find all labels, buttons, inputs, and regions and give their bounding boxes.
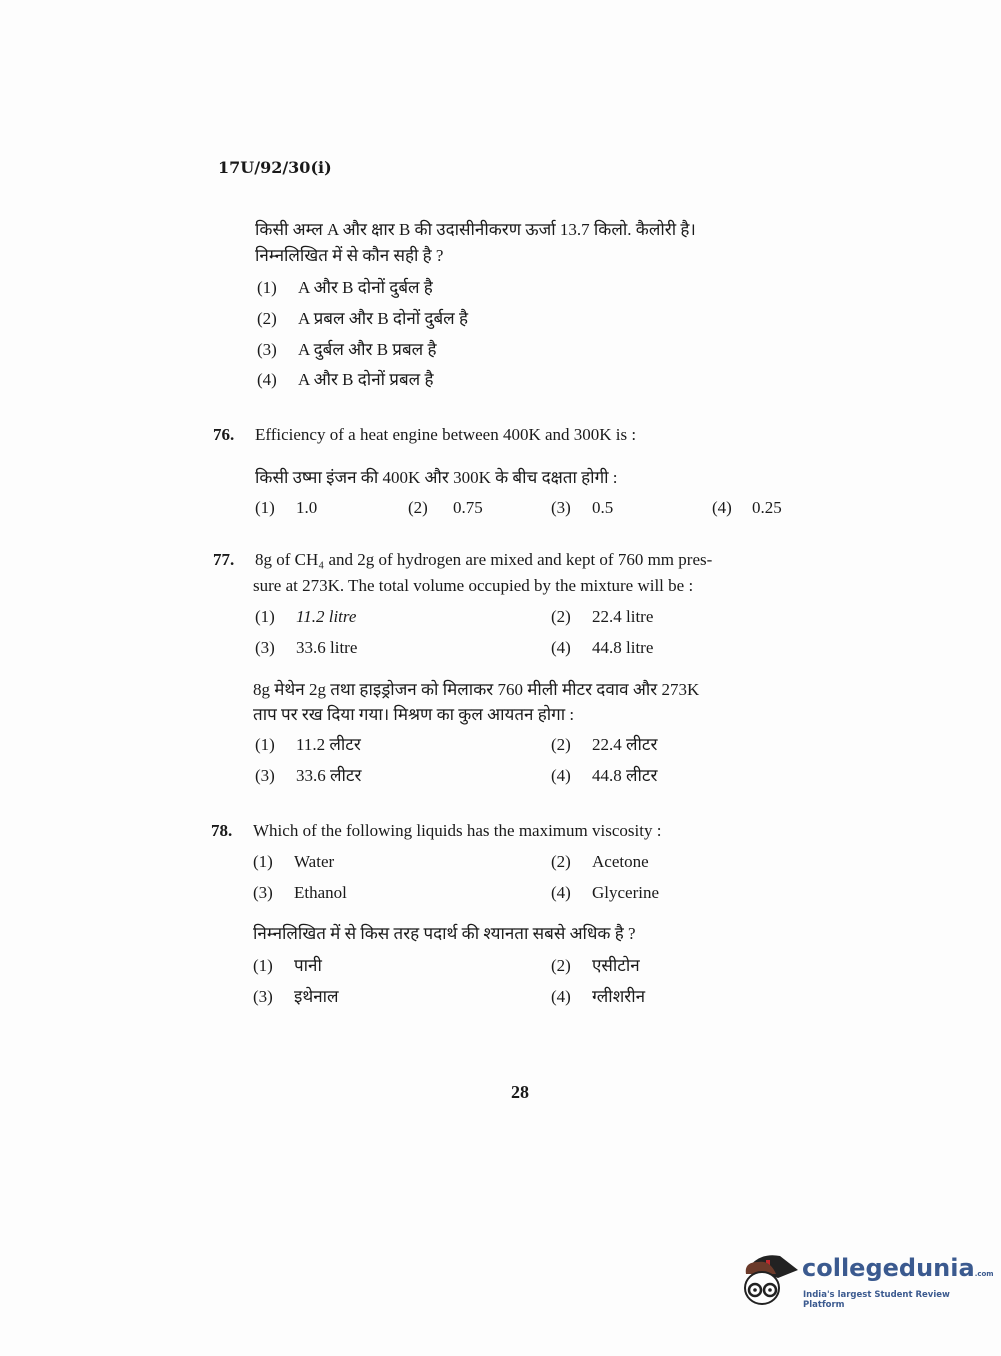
option-number: (2) xyxy=(408,498,428,517)
question-hindi: 8g मेथेन 2g तथा हाइड्रोजन को मिलाकर 760 मीली मीटर दवाव और 273K xyxy=(253,680,700,699)
option-number: (2) xyxy=(551,607,571,626)
paper-code: 17U/92/30(i) xyxy=(218,158,332,177)
option-text: 0.5 xyxy=(592,498,614,517)
q75-hindi-line: किसी अम्ल A और क्षार B की उदासीनीकरण ऊर्जा 13.7 किलो. कैलोरी है। xyxy=(255,220,696,239)
question-text: sure at 273K. The total volume occupied by the mixture will be : xyxy=(253,576,694,595)
option-number: (1) xyxy=(255,607,275,626)
question-text: Efficiency of a heat engine between 400K and 300K is : xyxy=(255,425,637,444)
mascot-icon xyxy=(740,1248,800,1314)
q75-hindi-line: निम्नलिखित में से कौन सही है ? xyxy=(255,246,444,265)
question-hindi: निम्नलिखित में से किस तरह पदार्थ की श्यानता सबसे अधिक है ? xyxy=(253,924,636,943)
option-text: Water xyxy=(294,852,335,871)
brand-suffix: .com xyxy=(974,1270,994,1278)
option-number: (3) xyxy=(253,883,273,902)
option-number: (4) xyxy=(551,883,571,902)
option-number: (3) xyxy=(253,987,273,1006)
option-number: (4) xyxy=(257,370,277,389)
option-number: (1) xyxy=(253,956,273,975)
brand-name: collegedunia xyxy=(802,1254,975,1282)
option-text: 44.8 लीटर xyxy=(592,766,658,785)
option-number: (2) xyxy=(551,735,571,754)
option-text: ग्लीशरीन xyxy=(592,987,646,1006)
option-text: 33.6 litre xyxy=(296,638,358,657)
option-text: Ethanol xyxy=(294,883,347,902)
option-text: 44.8 litre xyxy=(592,638,654,657)
question-number: 78. xyxy=(211,821,233,840)
question-text: Which of the following liquids has the maximum viscosity : xyxy=(253,821,662,840)
option-number: (2) xyxy=(257,309,277,328)
option-text: इथेनाल xyxy=(294,987,339,1006)
option-text: 22.4 litre xyxy=(592,607,654,626)
option-number: (1) xyxy=(255,735,275,754)
option-number: (3) xyxy=(255,638,275,657)
option-number: (3) xyxy=(551,498,571,517)
option-text: A प्रबल और B दोनों दुर्बल है xyxy=(298,309,468,328)
option-text: 0.75 xyxy=(453,498,483,517)
question-number: 77. xyxy=(213,550,235,569)
option-text: 33.6 लीटर xyxy=(296,766,362,785)
option-text: 1.0 xyxy=(296,498,318,517)
option-number: (1) xyxy=(257,278,277,297)
question-hindi: ताप पर रख दिया गया। मिश्रण का कुल आयतन होगा : xyxy=(253,705,575,724)
option-number: (4) xyxy=(551,638,571,657)
option-text: पानी xyxy=(294,956,322,975)
brand-tagline: India's largest Student Review Platform xyxy=(803,1290,950,1310)
option-number: (3) xyxy=(257,340,277,359)
option-number: (4) xyxy=(551,766,571,785)
option-number: (1) xyxy=(255,498,275,517)
option-text: A और B दोनों प्रबल है xyxy=(298,370,434,389)
page-number: 28 xyxy=(511,1082,529,1102)
collegedunia-logo xyxy=(740,1248,994,1318)
option-number: (4) xyxy=(551,987,571,1006)
question-hindi: किसी उष्मा इंजन की 400K और 300K के बीच दक्षता होगी : xyxy=(255,468,618,487)
option-number: (4) xyxy=(712,498,732,517)
option-text: 11.2 लीटर xyxy=(296,735,361,754)
option-text: 0.25 xyxy=(752,498,782,517)
option-text: 22.4 लीटर xyxy=(592,735,658,754)
option-text: एसीटोन xyxy=(592,956,640,975)
option-number: (1) xyxy=(253,852,273,871)
option-text: 11.2 litre xyxy=(296,607,357,626)
option-text: A दुर्बल और B प्रबल है xyxy=(298,340,437,359)
option-number: (2) xyxy=(551,956,571,975)
question-text: 8g of CH₄ and 2g of hydrogen are mixed and kept of 760 mm pres- xyxy=(255,550,713,569)
option-number: (2) xyxy=(551,852,571,871)
option-text: Acetone xyxy=(592,852,649,871)
option-number: (3) xyxy=(255,766,275,785)
option-text: Glycerine xyxy=(592,883,660,902)
option-text: A और B दोनों दुर्बल है xyxy=(298,278,433,297)
question-number: 76. xyxy=(213,425,235,444)
